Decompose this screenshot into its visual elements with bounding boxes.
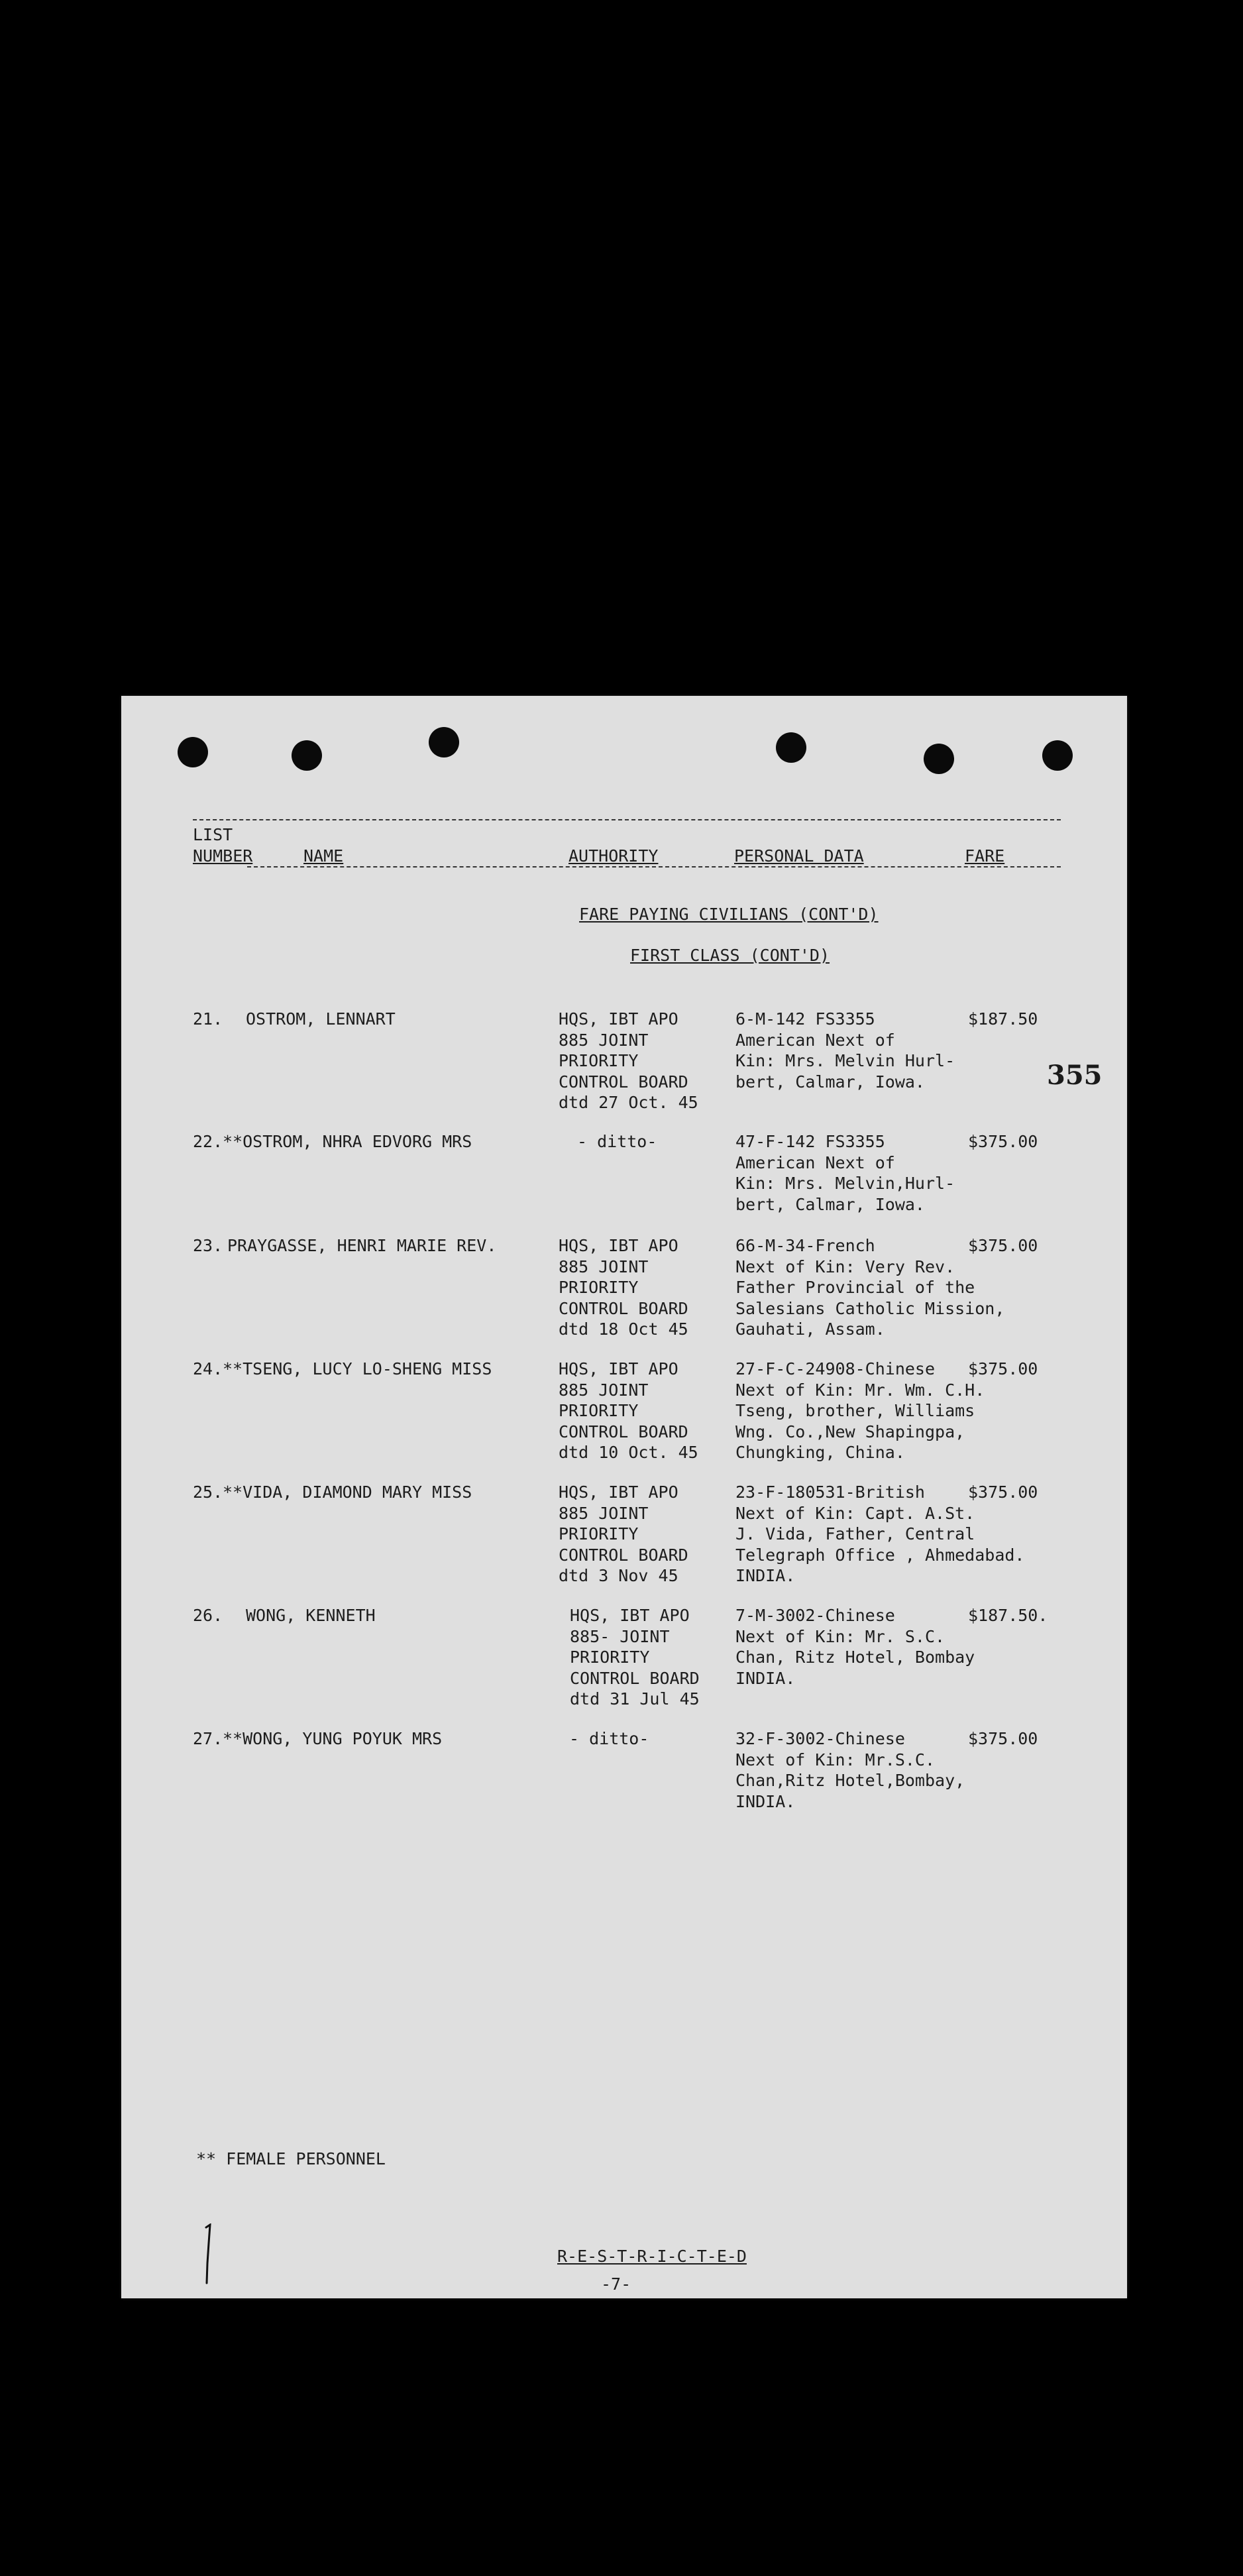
row-number: 24. (193, 1359, 223, 1378)
row-name: WONG, KENNETH (246, 1606, 376, 1625)
row-personal-data: 6-M-142 FS3355 American Next of Kin: Mrs. Melvin Hurl- bert, Calmar, Iowa. (735, 1009, 955, 1092)
footnote: ** FEMALE PERSONNEL (196, 2149, 386, 2168)
header-number: NUMBER (193, 846, 253, 866)
header-fare: FARE (965, 846, 1005, 866)
row-personal-data: 66-M-34-French Next of Kin: Very Rev. Father Provincial of the Salesians Catholic Mission, Gauhati, Assam. (735, 1236, 1005, 1339)
row-name: **WONG, YUNG POYUK MRS (223, 1729, 443, 1748)
row-authority: - ditto- (577, 1132, 657, 1151)
row-authority: HQS, IBT APO 885 JOINT PRIORITY CONTROL BOARD dtd 10 Oct. 45 (559, 1359, 698, 1462)
page-number: -7- (601, 2274, 631, 2294)
header-list: LIST (193, 825, 233, 844)
punch-hole (178, 737, 208, 767)
punch-hole (429, 727, 459, 757)
row-fare: $375.00 (968, 1236, 1038, 1255)
punch-hole (924, 744, 954, 774)
header-personal-data: PERSONAL DATA (734, 846, 864, 866)
punch-hole (292, 740, 322, 771)
row-name: **VIDA, DIAMOND MARY MISS (223, 1483, 472, 1502)
row-number: 22. (193, 1132, 223, 1151)
row-authority: HQS, IBT APO 885 JOINT PRIORITY CONTROL BOARD dtd 18 Oct 45 (559, 1236, 688, 1339)
header-bottom-rule (247, 866, 1061, 868)
row-authority: - ditto- (569, 1729, 649, 1748)
row-number: 21. (193, 1009, 223, 1029)
row-number: 23. (193, 1236, 223, 1255)
row-personal-data: 32-F-3002-Chinese Next of Kin: Mr.S.C. Chan,Ritz Hotel,Bombay, INDIA. (735, 1729, 965, 1811)
row-number: 26. (193, 1606, 223, 1625)
header-authority: AUTHORITY (568, 846, 659, 866)
section-title: FARE PAYING CIVILIANS (CONT'D) (579, 905, 879, 924)
row-personal-data: 23-F-180531-British Next of Kin: Capt. A.St. J. Vida, Father, Central Telegraph Office , Ahmedabad. INDIA. (735, 1483, 1025, 1585)
row-name: OSTROM, LENNART (246, 1009, 396, 1029)
row-fare: $375.00 (968, 1359, 1038, 1378)
row-personal-data: 27-F-C-24908-Chinese Next of Kin: Mr. Wm. C.H. Tseng, brother, Williams Wng. Co.,New Shapingpa, Chungking, China. (735, 1359, 985, 1462)
row-authority: HQS, IBT APO 885 JOINT PRIORITY CONTROL BOARD dtd 3 Nov 45 (559, 1483, 688, 1585)
subsection-title: FIRST CLASS (CONT'D) (630, 946, 830, 965)
row-fare: $375.00 (968, 1483, 1038, 1502)
row-fare: $187.50 (968, 1009, 1038, 1029)
document-page (121, 696, 1127, 2298)
header-top-rule (193, 819, 1061, 820)
row-authority: HQS, IBT APO 885- JOINT PRIORITY CONTROL BOARD dtd 31 Jul 45 (570, 1606, 700, 1708)
row-number: 27. (193, 1729, 223, 1748)
row-name: PRAYGASSE, HENRI MARIE REV. (227, 1236, 497, 1255)
row-authority: HQS, IBT APO 885 JOINT PRIORITY CONTROL BOARD dtd 27 Oct. 45 (559, 1009, 698, 1112)
punch-hole (776, 732, 806, 763)
row-name: **OSTROM, NHRA EDVORG MRS (223, 1132, 472, 1151)
row-number: 25. (193, 1483, 223, 1502)
classification-marking: R-E-S-T-R-I-C-T-E-D (557, 2247, 747, 2266)
punch-hole (1042, 740, 1073, 771)
row-fare: $375.00 (968, 1132, 1038, 1151)
header-name: NAME (303, 846, 344, 866)
row-fare: $375.00 (968, 1729, 1038, 1748)
row-name: **TSENG, LUCY LO-SHENG MISS (223, 1359, 492, 1378)
handwritten-mark (194, 2223, 221, 2286)
row-personal-data: 47-F-142 FS3355 American Next of Kin: Mrs. Melvin,Hurl- bert, Calmar, Iowa. (735, 1132, 955, 1214)
row-personal-data: 7-M-3002-Chinese Next of Kin: Mr. S.C. Chan, Ritz Hotel, Bombay INDIA. (735, 1606, 975, 1688)
row-fare: $187.50. (968, 1606, 1048, 1625)
page-stamp-number: 355 (1047, 1060, 1103, 1091)
